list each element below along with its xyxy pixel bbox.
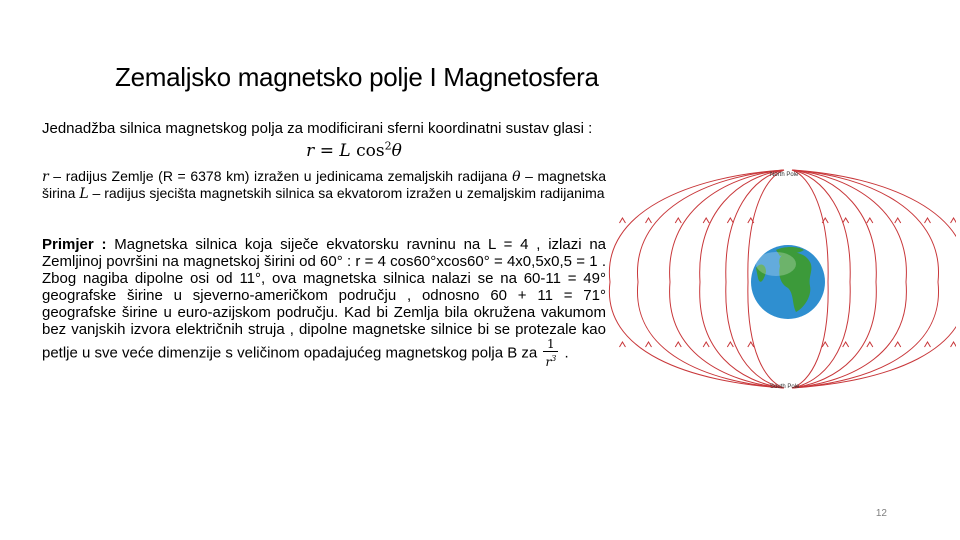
field-arrow [619, 342, 625, 347]
formula-theta: θ [391, 141, 402, 161]
example-label: Primjer : [42, 236, 107, 253]
field-arrow [895, 218, 901, 223]
field-arrow [675, 342, 681, 347]
def-r-symbol: r [42, 169, 49, 185]
formula-r: r [306, 141, 315, 161]
example-end: . [560, 344, 569, 362]
field-arrow [703, 218, 709, 223]
slide-title: Zemaljsko magnetsko polje I Magnetosfera [115, 62, 599, 92]
field-lines-diagram [608, 158, 956, 398]
field-line-equation [42, 139, 606, 161]
fraction-numerator: 1 [543, 338, 558, 352]
fraction-denominator-base: r [545, 355, 552, 369]
def-L-symbol: L [79, 186, 89, 202]
earth-globe [751, 245, 825, 319]
example-paragraph [42, 236, 606, 369]
field-arrow [843, 342, 849, 347]
field-arrow [646, 342, 652, 347]
def-part1: – radijus Zemlje (R = 6378 km) izražen u jedinicama zemaljskih radijana [48, 168, 513, 184]
def-part2: – magnetska širina [42, 168, 606, 201]
intro-text: Jednadžba silnica magnetskog polja za modificirani sferni koordinatni sustav glasi : [42, 120, 593, 137]
variable-definitions [42, 168, 606, 202]
field-arrow [867, 218, 873, 223]
north-pole-label: North Pole [770, 172, 799, 178]
slide-body [42, 120, 606, 369]
def-theta-symbol: θ [512, 169, 521, 185]
one-over-r-cubed-fraction [543, 338, 558, 369]
example-text: Magnetska silnica koja siječe ekvatorsku ravninu na L = 4 , izlazi na Zemljinoj površini na magnetskoj širini od 60° : r = 4 cos60°xcos60° = 4x0,5x0,5 = 1 . Zbog nagiba dipolne osi od 11°, ova magnetska silnica nalazi se na 60-11 = 49° geografske širine u sjeverno-američkom području , odnosno 60 + 11 = 71° geografske širine u euro-azijskom području. Kad bi Zemlja bila okružena vakumom bez vanjskih izvora električnih struja , dipolne magnetske silnice bi se protezale kao petlje u sve veće dimenzije s veličinom opadajućeg magnetskog polja B za [42, 236, 606, 362]
formula-L: L [339, 141, 351, 161]
page-number: 12 [875, 508, 887, 519]
field-arrow [951, 342, 956, 347]
formula-exponent: 2 [384, 139, 392, 153]
formula-cos: cos [350, 141, 385, 161]
field-arrow [867, 342, 873, 347]
field-arrow [727, 218, 733, 223]
south-pole-label: South Pole [770, 384, 800, 390]
field-arrow [843, 218, 849, 223]
dipole-field-figure [608, 158, 956, 398]
fraction-denominator-exponent: 3 [551, 354, 557, 363]
field-arrow [727, 342, 733, 347]
earth-highlight [756, 252, 796, 276]
field-arrow [646, 218, 652, 223]
field-arrow [703, 342, 709, 347]
def-part3: – radijus sjecišta magnetskih silnica sa ekvatorom izražen u zemaljskim radijanima [88, 185, 605, 201]
field-arrow [951, 218, 956, 223]
formula-equals: = [314, 141, 340, 161]
field-arrow [925, 218, 931, 223]
fraction-denominator [543, 352, 558, 369]
field-arrow [675, 218, 681, 223]
field-arrow [619, 218, 625, 223]
field-arrow [895, 342, 901, 347]
field-arrow [925, 342, 931, 347]
